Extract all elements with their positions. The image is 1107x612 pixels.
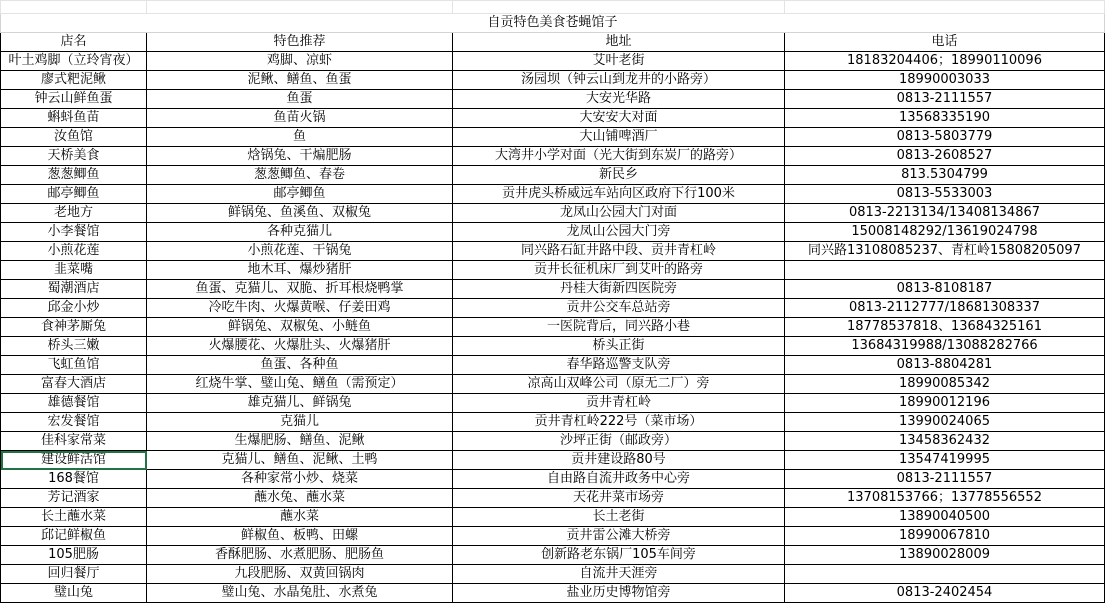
phone-cell[interactable]: 18990067810 bbox=[785, 527, 1105, 546]
name-cell[interactable]: 建设鲜活馆 bbox=[1, 451, 147, 470]
table-row bbox=[1, 109, 1105, 128]
table-row bbox=[1, 299, 1105, 318]
address-cell[interactable]: 贡井长征机床厂到艾叶的路旁 bbox=[453, 261, 785, 280]
table-row bbox=[1, 489, 1105, 508]
table-row bbox=[1, 394, 1105, 413]
specialty-cell[interactable]: 鸡脚、凉虾 bbox=[147, 52, 453, 71]
table-row bbox=[1, 128, 1105, 147]
name-cell[interactable]: 105肥肠 bbox=[1, 546, 147, 565]
specialty-cell[interactable]: 克猫儿、鳝鱼、泥鳅、土鸭 bbox=[147, 451, 453, 470]
address-cell[interactable]: 大安安大对面 bbox=[453, 109, 785, 128]
table-row bbox=[1, 432, 1105, 451]
phone-cell[interactable]: 13458362432 bbox=[785, 432, 1105, 451]
phone-cell[interactable]: 同兴路13108085237、青杠岭15808205097 bbox=[785, 242, 1105, 261]
name-cell[interactable]: 璧山兔 bbox=[1, 584, 147, 603]
address-cell[interactable]: 长土老街 bbox=[453, 508, 785, 527]
name-cell[interactable]: 长土蘸水菜 bbox=[1, 508, 147, 527]
name-cell[interactable]: 佳科家常菜 bbox=[1, 432, 147, 451]
specialty-cell[interactable]: 邮亭鲫鱼 bbox=[147, 185, 453, 204]
table-row bbox=[1, 337, 1105, 356]
blank-row bbox=[1, 1, 1105, 14]
address-cell[interactable]: 贡井建设路80号 bbox=[453, 451, 785, 470]
name-cell[interactable]: 韭菜嘴 bbox=[1, 261, 147, 280]
phone-cell[interactable]: 0813-2608527 bbox=[785, 147, 1105, 166]
name-cell[interactable]: 邮亭鲫鱼 bbox=[1, 185, 147, 204]
table-row bbox=[1, 185, 1105, 204]
name-cell[interactable]: 小煎花莲 bbox=[1, 242, 147, 261]
cell[interactable] bbox=[147, 1, 453, 14]
specialty-cell[interactable]: 鲜锅兔、鱼溪鱼、双椒兔 bbox=[147, 204, 453, 223]
table-row bbox=[1, 470, 1105, 489]
address-cell[interactable]: 大湾井小学对面（光大街到东炭厂的路旁） bbox=[453, 147, 785, 166]
table-row bbox=[1, 223, 1105, 242]
address-cell[interactable]: 丹桂大街新四医院旁 bbox=[453, 280, 785, 299]
specialty-cell[interactable]: 焓锅兔、干煸肥肠 bbox=[147, 147, 453, 166]
specialty-cell[interactable]: 鱼苗火锅 bbox=[147, 109, 453, 128]
name-cell[interactable]: 食神茅厮兔 bbox=[1, 318, 147, 337]
phone-cell[interactable]: 0813-8108187 bbox=[785, 280, 1105, 299]
address-cell[interactable]: 新民乡 bbox=[453, 166, 785, 185]
name-cell[interactable]: 回归餐厅 bbox=[1, 565, 147, 584]
specialty-cell[interactable]: 香酥肥肠、水煮肥肠、肥肠鱼 bbox=[147, 546, 453, 565]
name-cell[interactable]: 钟云山鲜鱼蛋 bbox=[1, 90, 147, 109]
address-cell[interactable]: 凉高山双峰公司（原无二厂）旁 bbox=[453, 375, 785, 394]
phone-cell[interactable]: 0813-2112777/18681308337 bbox=[785, 299, 1105, 318]
specialty-cell[interactable]: 冷吃牛肉、火爆黄喉、仔姜田鸡 bbox=[147, 299, 453, 318]
sheet-title[interactable]: 自贡特色美食苍蝇馆子 bbox=[1, 14, 1105, 33]
table-row bbox=[1, 318, 1105, 337]
address-cell[interactable]: 贡井雷公滩大桥旁 bbox=[453, 527, 785, 546]
phone-cell[interactable]: 13990024065 bbox=[785, 413, 1105, 432]
table-row bbox=[1, 413, 1105, 432]
phone-cell[interactable]: 13568335190 bbox=[785, 109, 1105, 128]
phone-cell[interactable]: 18990085342 bbox=[785, 375, 1105, 394]
name-cell[interactable]: 小李餐馆 bbox=[1, 223, 147, 242]
cell[interactable] bbox=[453, 1, 785, 14]
table-row bbox=[1, 261, 1105, 280]
name-cell[interactable]: 廖式粑泥鳅 bbox=[1, 71, 147, 90]
phone-cell[interactable]: 0813-2402454 bbox=[785, 584, 1105, 603]
phone-cell[interactable]: 813.5304799 bbox=[785, 166, 1105, 185]
address-cell[interactable]: 一医院背后，同兴路小巷 bbox=[453, 318, 785, 337]
address-cell[interactable]: 大安光华路 bbox=[453, 90, 785, 109]
specialty-cell[interactable]: 火爆腰花、火爆肚头、火爆猪肝 bbox=[147, 337, 453, 356]
specialty-cell[interactable]: 璧山兔、水晶兔肚、水煮兔 bbox=[147, 584, 453, 603]
phone-cell[interactable]: 18990012196 bbox=[785, 394, 1105, 413]
address-cell[interactable]: 贡井公交车总站旁 bbox=[453, 299, 785, 318]
address-cell[interactable]: 贡井青杠岭222号（菜市场） bbox=[453, 413, 785, 432]
name-cell[interactable]: 叶土鸡脚（立玲宵夜） bbox=[1, 52, 147, 71]
name-cell[interactable]: 蜀潮酒店 bbox=[1, 280, 147, 299]
phone-cell[interactable]: 0813-2111557 bbox=[785, 90, 1105, 109]
specialty-cell[interactable]: 雄克猫儿、鲜锅兔 bbox=[147, 394, 453, 413]
table-row bbox=[1, 71, 1105, 90]
name-cell[interactable]: 邱金小炒 bbox=[1, 299, 147, 318]
column-header-address[interactable]: 地址 bbox=[453, 33, 785, 52]
address-cell[interactable]: 自由路自流井政务中心旁 bbox=[453, 470, 785, 489]
address-cell[interactable]: 创新路老东锅厂105车间旁 bbox=[453, 546, 785, 565]
name-cell[interactable]: 邱记鲜椒鱼 bbox=[1, 527, 147, 546]
column-header-phone[interactable]: 电话 bbox=[785, 33, 1105, 52]
address-cell[interactable]: 大山铺啤酒厂 bbox=[453, 128, 785, 147]
phone-cell[interactable]: 13708153766；13778556552 bbox=[785, 489, 1105, 508]
table-row bbox=[1, 584, 1105, 603]
specialty-cell[interactable]: 地木耳、爆炒猪肝 bbox=[147, 261, 453, 280]
address-cell[interactable]: 桥头正街 bbox=[453, 337, 785, 356]
name-cell[interactable]: 宏发餐馆 bbox=[1, 413, 147, 432]
address-cell[interactable]: 汤园坝（钟云山到龙井的小路旁） bbox=[453, 71, 785, 90]
name-cell[interactable]: 芳记酒家 bbox=[1, 489, 147, 508]
specialty-cell[interactable]: 鲜锅兔、双椒兔、小鲢鱼 bbox=[147, 318, 453, 337]
specialty-cell[interactable]: 各种克猫儿 bbox=[147, 223, 453, 242]
address-cell[interactable]: 春华路巡警支队旁 bbox=[453, 356, 785, 375]
address-cell[interactable]: 同兴路石缸井路中段、贡井青杠岭 bbox=[453, 242, 785, 261]
table-row bbox=[1, 546, 1105, 565]
specialty-cell[interactable]: 红烧牛掌、璧山兔、鳝鱼（需预定） bbox=[147, 375, 453, 394]
specialty-cell[interactable]: 鱼蛋 bbox=[147, 90, 453, 109]
name-cell[interactable]: 天桥美食 bbox=[1, 147, 147, 166]
name-cell[interactable]: 蝌蚪鱼苗 bbox=[1, 109, 147, 128]
address-cell[interactable]: 盐业历史博物馆旁 bbox=[453, 584, 785, 603]
table-row bbox=[1, 166, 1105, 185]
phone-cell[interactable]: 13684319988/13088282766 bbox=[785, 337, 1105, 356]
table-row bbox=[1, 508, 1105, 527]
table-row bbox=[1, 565, 1105, 584]
table-row bbox=[1, 280, 1105, 299]
phone-cell[interactable]: 0813-2111557 bbox=[785, 470, 1105, 489]
specialty-cell[interactable]: 蘸水菜 bbox=[147, 508, 453, 527]
name-cell[interactable]: 老地方 bbox=[1, 204, 147, 223]
specialty-cell[interactable]: 鱼蛋、各种鱼 bbox=[147, 356, 453, 375]
table-row bbox=[1, 204, 1105, 223]
name-cell[interactable]: 雄德餐馆 bbox=[1, 394, 147, 413]
table-row bbox=[1, 375, 1105, 394]
phone-cell[interactable] bbox=[785, 261, 1105, 280]
name-cell[interactable]: 葱葱鲫鱼 bbox=[1, 166, 147, 185]
cell[interactable] bbox=[785, 1, 1105, 14]
name-cell[interactable]: 168餐馆 bbox=[1, 470, 147, 489]
name-cell[interactable]: 飞虹鱼馆 bbox=[1, 356, 147, 375]
specialty-cell[interactable]: 克猫儿 bbox=[147, 413, 453, 432]
header-row bbox=[1, 33, 1105, 52]
table-row bbox=[1, 147, 1105, 166]
phone-cell[interactable]: 15008148292/13619024798 bbox=[785, 223, 1105, 242]
specialty-cell[interactable]: 葱葱鲫鱼、春卷 bbox=[147, 166, 453, 185]
specialty-cell[interactable]: 泥鳅、鳝鱼、鱼蛋 bbox=[147, 71, 453, 90]
table-row bbox=[1, 356, 1105, 375]
address-cell[interactable]: 龙凤山公园大门旁 bbox=[453, 223, 785, 242]
phone-cell[interactable] bbox=[785, 565, 1105, 584]
specialty-cell[interactable]: 九段肥肠、双黄回锅肉 bbox=[147, 565, 453, 584]
address-cell[interactable]: 艾叶老街 bbox=[453, 52, 785, 71]
phone-cell[interactable]: 0813-8804281 bbox=[785, 356, 1105, 375]
specialty-cell[interactable]: 小煎花莲、干锅兔 bbox=[147, 242, 453, 261]
name-cell[interactable]: 桥头三嫩 bbox=[1, 337, 147, 356]
address-cell[interactable]: 贡井青杠岭 bbox=[453, 394, 785, 413]
specialty-cell[interactable]: 鲜椒鱼、板鸭、田螺 bbox=[147, 527, 453, 546]
column-header-specialty[interactable]: 特色推荐 bbox=[147, 33, 453, 52]
address-cell[interactable]: 沙坪正街（邮政旁） bbox=[453, 432, 785, 451]
table-row bbox=[1, 52, 1105, 71]
specialty-cell[interactable]: 蘸水兔、蘸水菜 bbox=[147, 489, 453, 508]
table-row bbox=[1, 451, 1105, 470]
phone-cell[interactable]: 18778537818、13684325161 bbox=[785, 318, 1105, 337]
column-header-name[interactable]: 店名 bbox=[1, 33, 147, 52]
phone-cell[interactable]: 13547419995 bbox=[785, 451, 1105, 470]
address-cell[interactable]: 龙凤山公园大门对面 bbox=[453, 204, 785, 223]
cell[interactable] bbox=[1, 1, 147, 14]
address-cell[interactable]: 天花井菜市场旁 bbox=[453, 489, 785, 508]
phone-cell[interactable]: 13890040500 bbox=[785, 508, 1105, 527]
specialty-cell[interactable]: 鱼 bbox=[147, 128, 453, 147]
phone-cell[interactable]: 18183204406；18990110096 bbox=[785, 52, 1105, 71]
phone-cell[interactable]: 0813-5803779 bbox=[785, 128, 1105, 147]
phone-cell[interactable]: 0813-2213134/13408134867 bbox=[785, 204, 1105, 223]
table-row bbox=[1, 527, 1105, 546]
title-row bbox=[1, 14, 1105, 33]
table-row bbox=[1, 242, 1105, 261]
address-cell[interactable]: 自流井天涯旁 bbox=[453, 565, 785, 584]
phone-cell[interactable]: 13890028009 bbox=[785, 546, 1105, 565]
specialty-cell[interactable]: 生爆肥肠、鳝鱼、泥鳅 bbox=[147, 432, 453, 451]
name-cell[interactable]: 富春大酒店 bbox=[1, 375, 147, 394]
table-row bbox=[1, 90, 1105, 109]
address-cell[interactable]: 贡井虎头桥威远车站向区政府下行100米 bbox=[453, 185, 785, 204]
name-cell[interactable]: 汝鱼馆 bbox=[1, 128, 147, 147]
specialty-cell[interactable]: 鱼蛋、克猫儿、双脆、折耳根烧鸭掌 bbox=[147, 280, 453, 299]
phone-cell[interactable]: 18990003033 bbox=[785, 71, 1105, 90]
phone-cell[interactable]: 0813-5533003 bbox=[785, 185, 1105, 204]
specialty-cell[interactable]: 各种家常小炒、烧菜 bbox=[147, 470, 453, 489]
